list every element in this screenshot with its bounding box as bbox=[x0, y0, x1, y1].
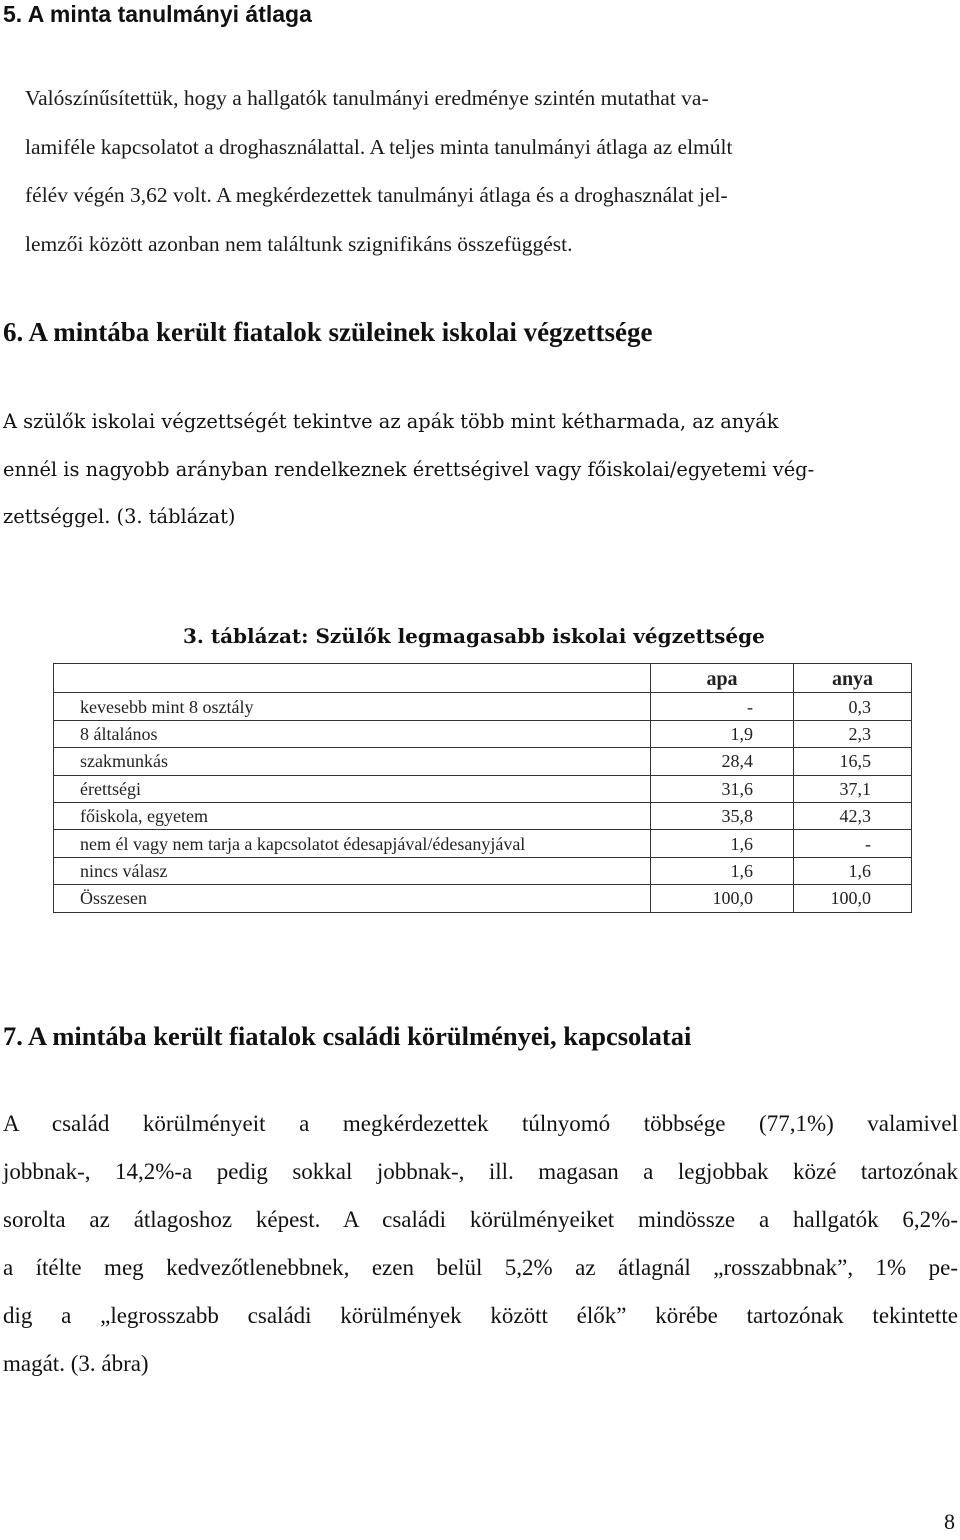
education-table bbox=[53, 663, 912, 913]
apa-value: 1,9 bbox=[651, 720, 794, 747]
table-row bbox=[54, 830, 912, 857]
paragraph-line: magát. (3. ábra) bbox=[3, 1351, 149, 1376]
header-cell-anya: anya bbox=[794, 664, 912, 693]
anya-value: 16,5 bbox=[794, 748, 912, 775]
anya-value: 2,3 bbox=[794, 720, 912, 747]
apa-value: - bbox=[651, 693, 794, 720]
anya-value: 0,3 bbox=[794, 693, 912, 720]
paragraph-line: ennél is nagyobb arányban rendelkeznek érettségivel vagy főiskolai/egyetemi vég- bbox=[3, 457, 815, 481]
page-number: 8 bbox=[944, 1509, 955, 1534]
apa-value: 1,6 bbox=[651, 830, 794, 857]
section-7-heading: 7. A mintába került fiatalok családi körülményei, kapcsolatai bbox=[3, 1021, 692, 1051]
anya-value: 37,1 bbox=[794, 775, 912, 802]
row-label: főiskola, egyetem bbox=[54, 802, 651, 829]
apa-value: 31,6 bbox=[651, 775, 794, 802]
header-cell-apa: apa bbox=[651, 664, 794, 693]
header-cell-empty bbox=[54, 664, 651, 693]
row-label: szakmunkás bbox=[54, 748, 651, 775]
table-header-row bbox=[54, 664, 912, 693]
section-6-paragraph bbox=[3, 398, 958, 541]
table-row bbox=[54, 748, 912, 775]
table-caption: 3. táblázat: Szülők legmagasabb iskolai végzettsége bbox=[183, 624, 765, 648]
paragraph-line: jobbnak-, 14,2%-a pedig sokkal jobbnak-, ill. magasan a legjobbak közé tartozónak bbox=[3, 1159, 958, 1184]
anya-value: 42,3 bbox=[794, 802, 912, 829]
row-label: érettségi bbox=[54, 775, 651, 802]
paragraph-line: A szülők iskolai végzettségét tekintve az apák több mint kétharmada, az anyák bbox=[3, 410, 779, 433]
paragraph-line: Valószínűsítettük, hogy a hallgatók tanulmányi eredménye szintén mutathat va- bbox=[25, 86, 709, 110]
apa-value: 100,0 bbox=[651, 885, 794, 912]
paragraph-line: félév végén 3,62 volt. A megkérdezettek tanulmányi átlaga és a droghasználat jel- bbox=[25, 183, 728, 207]
row-label: 8 általános bbox=[54, 720, 651, 747]
table-row bbox=[54, 775, 912, 802]
section-6-heading: 6. A mintába került fiatalok szüleinek iskolai végzettsége bbox=[3, 317, 653, 347]
apa-value: 1,6 bbox=[651, 857, 794, 884]
apa-value: 28,4 bbox=[651, 748, 794, 775]
paragraph-line: dig a „legrosszabb családi körülmények között élők” körébe tartozónak tekintette bbox=[3, 1303, 958, 1328]
section-5-heading: 5. A minta tanulmányi átlaga bbox=[3, 1, 312, 27]
table-row bbox=[54, 720, 912, 747]
paragraph-line: lemzői között azonban nem találtunk szignifikáns összefüggést. bbox=[25, 231, 573, 256]
row-label: nincs válasz bbox=[54, 857, 651, 884]
row-label: Összesen bbox=[54, 885, 651, 912]
table-row bbox=[54, 857, 912, 884]
row-label: kevesebb mint 8 osztály bbox=[54, 693, 651, 720]
section-5-paragraph bbox=[25, 74, 955, 268]
section-7-paragraph bbox=[3, 1100, 958, 1388]
table-row bbox=[54, 693, 912, 720]
paragraph-line: lamiféle kapcsolatot a droghasználattal. A teljes minta tanulmányi átlaga az elmúlt bbox=[25, 134, 733, 159]
paragraph-line: sorolta az átlagoshoz képest. A családi körülményeiket mindössze a hallgatók 6,2%- bbox=[3, 1207, 958, 1232]
row-label: nem él vagy nem tarja a kapcsolatot édesapjával/édesanyjával bbox=[54, 830, 651, 857]
anya-value: - bbox=[794, 830, 912, 857]
anya-value: 1,6 bbox=[794, 857, 912, 884]
anya-value: 100,0 bbox=[794, 885, 912, 912]
table-row bbox=[54, 802, 912, 829]
apa-value: 35,8 bbox=[651, 802, 794, 829]
paragraph-line: A család körülményeit a megkérdezettek túlnyomó többsége (77,1%) valamivel bbox=[3, 1111, 958, 1136]
paragraph-line: a ítélte meg kedvezőtlenebbnek, ezen belül 5,2% az átlagnál „rosszabbnak”, 1% pe- bbox=[3, 1255, 958, 1280]
table-row bbox=[54, 885, 912, 912]
paragraph-line: zettséggel. (3. táblázat) bbox=[3, 505, 236, 528]
